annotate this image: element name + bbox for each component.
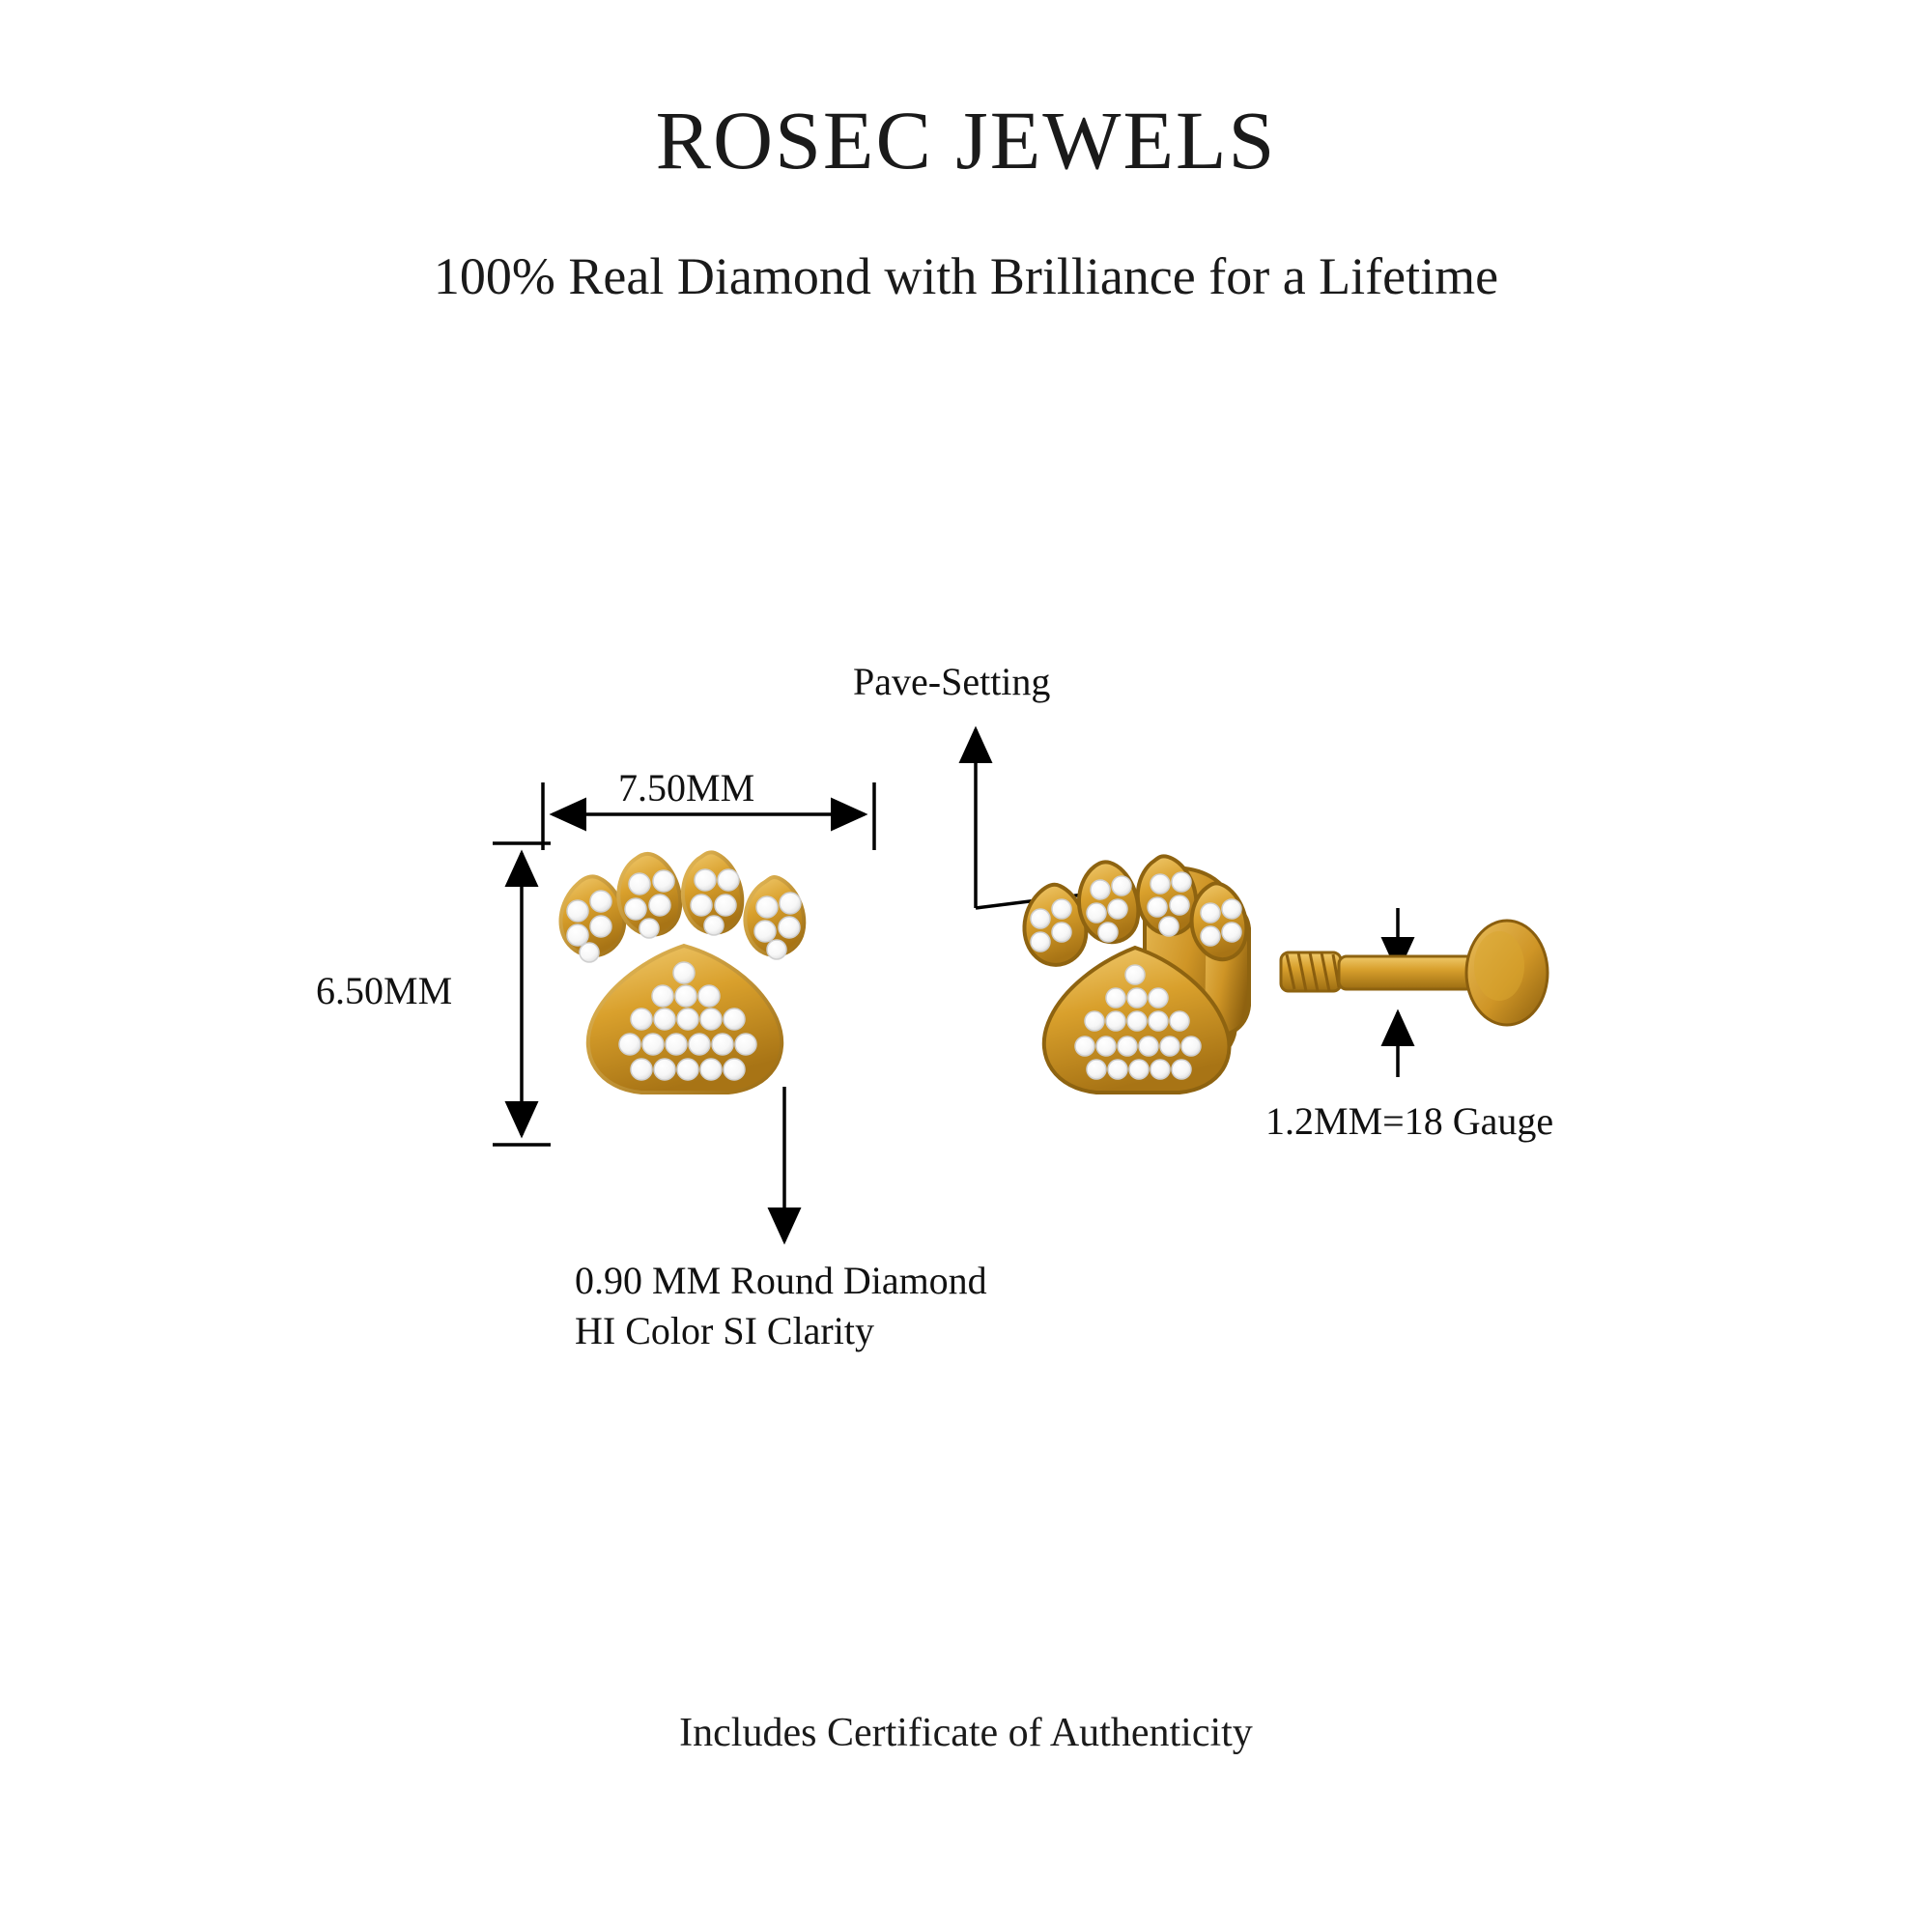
dimension-label-width: 7.50MM bbox=[618, 766, 755, 810]
dimension-label-height: 6.50MM bbox=[316, 969, 453, 1012]
threaded-section bbox=[1281, 952, 1341, 991]
disc-highlight bbox=[1474, 931, 1524, 1001]
page-subtitle: 100% Real Diamond with Brilliance for a Lifetime bbox=[433, 247, 1499, 305]
certificate-note: Includes Certificate of Authenticity bbox=[679, 1711, 1253, 1755]
flat-back-post bbox=[1275, 889, 1594, 1058]
callout-label-diamond-line2: HI Color SI Clarity bbox=[575, 1309, 874, 1352]
product-front-view bbox=[522, 826, 831, 1116]
product-side-view bbox=[1000, 826, 1319, 1116]
callout-label-diamond-line1: 0.90 MM Round Diamond bbox=[575, 1259, 987, 1302]
page-title: ROSEC JEWELS bbox=[655, 94, 1277, 186]
callout-label-setting: Pave-Setting bbox=[853, 660, 1051, 703]
post-shaft bbox=[1339, 956, 1474, 989]
callout-label-gauge: 1.2MM=18 Gauge bbox=[1265, 1099, 1554, 1143]
